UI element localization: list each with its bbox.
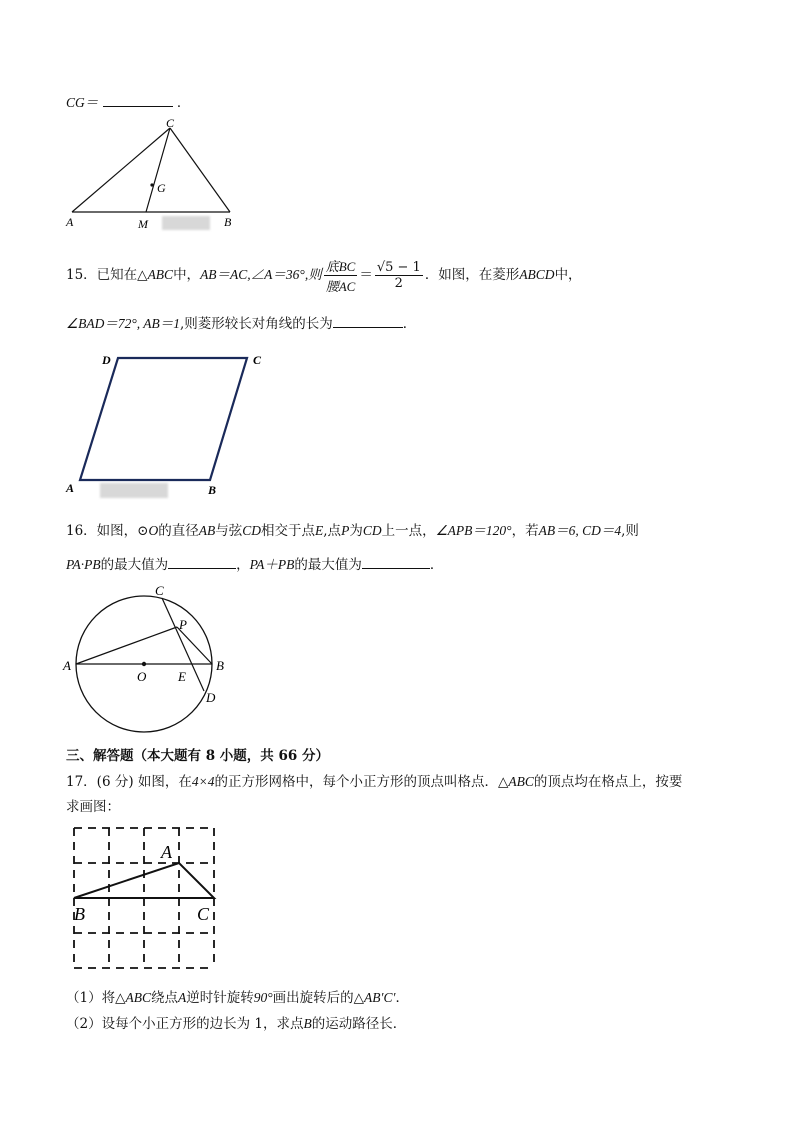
- answer-blank-1[interactable]: [168, 556, 236, 569]
- point-p: P: [341, 523, 350, 538]
- text: （2）设每个小正方形的边长为 1，求点: [66, 1016, 304, 1032]
- answer-blank[interactable]: [333, 315, 403, 328]
- grid-size: 4×4: [191, 774, 215, 789]
- period: ．: [429, 557, 444, 573]
- label-o: O: [137, 669, 147, 684]
- q15-angle-condition: ∠BAD＝72°, AB＝1: [66, 316, 180, 331]
- q17-sub2: [66, 1012, 406, 1032]
- text: 逆时针旋转: [186, 990, 254, 1006]
- triangle-name: ABC: [125, 990, 151, 1005]
- ratio-fraction: [324, 256, 358, 295]
- rhombus-abcd-figure: [60, 348, 280, 500]
- q15-condition: AB＝AC,∠A＝36°,则: [200, 267, 322, 282]
- text: ,则: [621, 523, 639, 539]
- answer-blank-2[interactable]: [362, 556, 430, 569]
- text: ．: [395, 990, 409, 1006]
- label-b: B: [74, 904, 85, 924]
- label-m: M: [138, 217, 148, 231]
- q17-number: 17．(6 分) 如图，在: [66, 774, 192, 790]
- text: ,点: [323, 523, 342, 539]
- q17-line1: [66, 770, 682, 790]
- rhombus-name: ABCD: [519, 267, 555, 282]
- label-d: D: [102, 353, 111, 367]
- fraction-numerator: 底BC: [324, 256, 358, 276]
- text: 的直径: [158, 523, 199, 539]
- cg-label: CG＝: [66, 95, 99, 110]
- text: ，: [236, 557, 250, 573]
- label-b: B: [216, 658, 224, 673]
- fraction-numerator: √5 − 1: [376, 260, 421, 275]
- text: 相交于点: [261, 523, 316, 539]
- text: 的最大值为: [100, 557, 169, 573]
- text: ，若: [511, 523, 539, 539]
- q15-line2: [66, 312, 416, 332]
- label-g: G: [157, 181, 166, 195]
- text: 的顶点均在格点上，按要: [533, 774, 683, 790]
- triangle-name: ABC: [508, 774, 534, 789]
- label-d: D: [206, 690, 216, 705]
- fraction-denominator: 腰AC: [325, 279, 356, 294]
- segment-cd: CD: [242, 523, 262, 538]
- text: ,则菱形较长对角线的长为: [180, 316, 333, 332]
- given-values: AB＝6, CD＝4: [538, 523, 622, 538]
- grid-figure: [68, 824, 220, 976]
- blurred-watermark: [162, 216, 210, 230]
- rotation-angle: 90°: [253, 990, 273, 1005]
- text: 画出旋转后的△: [272, 990, 365, 1006]
- answer-blank[interactable]: [103, 94, 173, 107]
- fraction-denominator: 2: [394, 276, 403, 291]
- text: 与弦: [215, 523, 243, 539]
- point-o: O: [148, 523, 159, 538]
- q15-line1: [66, 256, 582, 295]
- q16-line1: [66, 519, 639, 539]
- period: ．: [176, 95, 191, 111]
- label-e: E: [178, 669, 186, 684]
- text: ．如图，在菱形: [424, 267, 520, 283]
- label-c: C: [253, 353, 262, 367]
- label-a: A: [66, 215, 74, 229]
- label-a: A: [63, 658, 71, 673]
- label-b: B: [224, 215, 232, 229]
- point-a: A: [177, 990, 187, 1005]
- label-a: A: [161, 842, 172, 862]
- text: 为: [349, 523, 363, 539]
- label-b: B: [208, 483, 217, 497]
- point-b: B: [303, 1016, 312, 1031]
- golden-ratio-fraction: [375, 260, 423, 291]
- point-e: E: [315, 523, 324, 538]
- circle-o-figure: [58, 580, 238, 738]
- text: 的最大值为: [294, 557, 362, 573]
- segment-ab: AB: [198, 523, 216, 538]
- q16-line2: [66, 553, 443, 573]
- q14-answer-line: [66, 91, 190, 111]
- q15-number: 15．已知在△: [66, 267, 148, 283]
- rotated-triangle-name: AB′C′: [364, 990, 396, 1005]
- text: 中，: [554, 267, 582, 283]
- q15-triangle: ABC: [147, 267, 174, 282]
- label-p: P: [179, 617, 187, 632]
- label-c: C: [166, 116, 175, 130]
- label-a: A: [66, 481, 75, 495]
- section-title: 三、解答题（本大题有 8 小题，共 66 分）: [66, 748, 329, 764]
- q17-line2: 求画图：: [66, 799, 120, 815]
- q16-number: 16．如图，⊙: [66, 523, 149, 539]
- triangle-abc-figure: [60, 114, 260, 232]
- q17-sub1: [66, 986, 409, 1006]
- period: ．: [402, 316, 417, 332]
- text: 绕点: [150, 990, 178, 1006]
- text: 的正方形网格中，每个小正方形的顶点叫格点．△: [214, 774, 509, 790]
- text: 的运动路径长．: [311, 1016, 407, 1032]
- segment-cd: CD: [362, 523, 382, 538]
- text: （1）将△: [66, 990, 126, 1006]
- text: 上一点，: [381, 523, 436, 539]
- product-expression: PA·PB: [66, 557, 101, 572]
- label-c: C: [197, 904, 210, 924]
- text: 中，: [173, 267, 201, 283]
- blurred-watermark: [100, 483, 168, 498]
- label-c: C: [155, 583, 164, 598]
- angle-apb: ∠APB＝120°: [435, 523, 512, 538]
- equals: ＝: [359, 267, 373, 283]
- sum-expression: PA＋PB: [249, 557, 295, 572]
